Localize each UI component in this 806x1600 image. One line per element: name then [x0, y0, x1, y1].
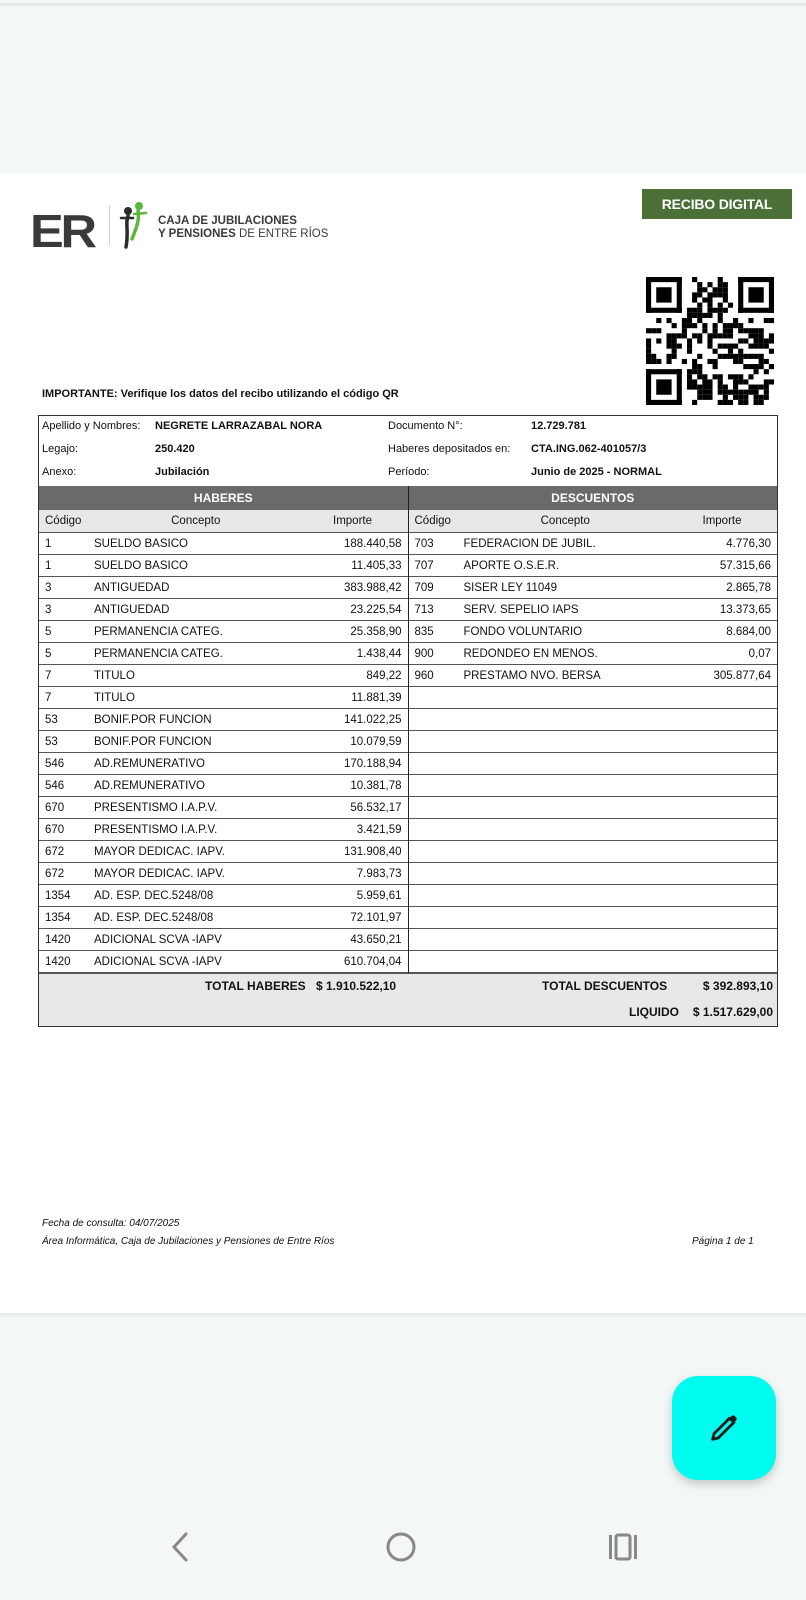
cell-concepto: PRESENTISMO I.A.P.V.: [94, 802, 218, 814]
name-value: NEGRETE LARRAZABAL NORA: [155, 420, 323, 432]
legajo-value: 250.420: [155, 443, 195, 455]
cell-codigo: 1354: [45, 912, 71, 924]
cell-importe: [667, 907, 777, 928]
cell-concepto: TITULO: [94, 692, 135, 704]
cell-importe: 383.988,42: [343, 582, 402, 594]
cell-importe: [667, 775, 777, 796]
cell-codigo: 703: [414, 538, 434, 550]
haberes-column-headers: [39, 510, 408, 533]
people-logo-icon: [117, 201, 149, 253]
cell-importe: 8.684,00: [726, 626, 771, 638]
cell-importe: [667, 819, 777, 840]
table-row: [39, 577, 408, 599]
cell-concepto: SUELDO BASICO: [94, 560, 188, 572]
cell-codigo: 546: [45, 780, 65, 792]
cell-codigo: [409, 951, 464, 972]
cell-concepto: [464, 929, 668, 950]
table-row: [39, 907, 408, 929]
cell-concepto: PERMANENCIA CATEG.: [94, 626, 223, 638]
cell-concepto: [464, 709, 668, 730]
cell-concepto: MAYOR DEDICAC. IAPV.: [94, 846, 226, 858]
table-row: [409, 753, 778, 775]
cell-importe: 849,22: [366, 670, 402, 682]
cell-codigo: 53: [45, 714, 58, 726]
haberes-table: [39, 510, 409, 973]
org-line1: CAJA DE JUBILACIONES: [158, 215, 297, 227]
cell-importe: 4.776,30: [726, 538, 771, 550]
totals-section: [39, 973, 777, 1026]
table-row: [409, 687, 778, 709]
cell-importe: 43.650,21: [350, 934, 402, 946]
table-row: [39, 709, 408, 731]
descuentos-header: DESCUENTOS: [551, 491, 635, 505]
cell-codigo: [409, 819, 464, 840]
table-row: [39, 555, 408, 577]
table-row: [409, 731, 778, 753]
cell-codigo: 1: [45, 560, 52, 572]
cell-codigo: 1: [45, 538, 52, 550]
total-descuentos-label: TOTAL DESCUENTOS: [542, 979, 668, 993]
cell-concepto: AD.REMUNERATIVO: [94, 758, 205, 770]
table-row: [39, 819, 408, 841]
liquido-value: $ 1.517.629,00: [692, 1005, 773, 1019]
org-name: [158, 215, 328, 241]
table-row: [39, 665, 408, 687]
cell-concepto: [464, 775, 668, 796]
edit-fab-button[interactable]: [672, 1376, 776, 1480]
table-row: [39, 863, 408, 885]
cell-codigo: [409, 929, 464, 950]
documento-value: 12.729.781: [531, 420, 587, 432]
cell-importe: [667, 841, 777, 862]
table-row: [39, 621, 408, 643]
cell-importe: 10.079,59: [350, 736, 402, 748]
cell-codigo: [409, 753, 464, 774]
table-row: [39, 841, 408, 863]
cell-importe: 57.315,66: [719, 560, 771, 572]
cell-importe: 56.532,17: [350, 802, 402, 814]
table-row: [39, 643, 408, 665]
haberes-header: HABERES: [39, 486, 409, 510]
status-bar-line: [0, 3, 806, 6]
cell-importe: 0,07: [748, 648, 771, 660]
anexo-label: Anexo:: [42, 466, 77, 478]
cell-importe: 3.421,59: [356, 824, 402, 836]
cell-codigo: 672: [45, 846, 65, 858]
cell-codigo: 713: [414, 604, 434, 616]
cell-importe: 131.908,40: [343, 846, 402, 858]
cell-importe: [667, 929, 777, 950]
cell-importe: [667, 731, 777, 752]
deposit-label: Haberes depositados en:: [388, 443, 511, 455]
cell-importe: [667, 753, 777, 774]
table-row: [409, 665, 778, 687]
cell-concepto: [464, 863, 668, 884]
cell-concepto: ADICIONAL SCVA -IAPV: [94, 934, 222, 946]
cell-codigo: 1420: [45, 934, 71, 946]
cell-importe: [667, 687, 777, 708]
cell-codigo: [409, 687, 464, 708]
cell-codigo: 1420: [45, 956, 71, 968]
periodo-label: Período:: [388, 466, 430, 478]
cell-importe: 305.877,64: [713, 670, 771, 682]
cell-concepto: ANTIGUEDAD: [94, 604, 170, 616]
org-line2-bold: Y PENSIONES: [158, 228, 236, 240]
cell-codigo: [409, 907, 464, 928]
cell-concepto: PRESENTISMO I.A.P.V.: [94, 824, 218, 836]
deposit-value: CTA.ING.062-401057/3: [531, 443, 647, 455]
cell-concepto: PRESTAMO NVO. BERSA: [463, 670, 601, 682]
cell-codigo: [409, 885, 464, 906]
table-row: [409, 643, 778, 665]
table-row: [409, 621, 778, 643]
pencil-icon: [707, 1411, 741, 1445]
table-row: [409, 797, 778, 819]
table-row: [409, 863, 778, 885]
cell-codigo: 546: [45, 758, 65, 770]
col-importe: Importe: [702, 515, 742, 527]
table-row: [409, 841, 778, 863]
cell-importe: 1.438,44: [356, 648, 402, 660]
table-row: [39, 599, 408, 621]
cell-concepto: [464, 753, 668, 774]
periodo-value: Junio de 2025 - NORMAL: [531, 466, 662, 478]
col-concepto: Concepto: [540, 515, 590, 527]
cell-importe: 11.881,39: [351, 692, 402, 704]
col-importe: Importe: [333, 515, 372, 527]
total-descuentos-value: $ 392.893,10: [702, 979, 773, 993]
cell-codigo: 672: [45, 868, 65, 880]
cell-concepto: TITULO: [94, 670, 135, 682]
cell-concepto: [464, 797, 668, 818]
documento-label: Documento N°:: [388, 420, 463, 432]
descuentos-table: [409, 510, 778, 973]
total-haberes-label: TOTAL HABERES: [205, 979, 306, 993]
cell-concepto: SERV. SEPELIO IAPS: [463, 604, 579, 616]
table-row: [409, 775, 778, 797]
col-codigo: Código: [414, 515, 451, 527]
cell-codigo: 53: [45, 736, 58, 748]
cell-importe: [667, 885, 777, 906]
table-row: [39, 951, 408, 973]
cell-concepto: [464, 841, 668, 862]
org-line2-rest: DE ENTRE RÍOS: [235, 228, 329, 240]
consult-date: Fecha de consulta: 04/07/2025: [42, 1218, 180, 1229]
cell-codigo: 7: [45, 670, 52, 682]
cell-concepto: [464, 731, 668, 752]
cell-codigo: 3: [45, 604, 52, 616]
cell-concepto: BONIF.POR FUNCION: [94, 714, 212, 726]
cell-importe: 141.022,25: [343, 714, 402, 726]
table-row: [39, 929, 408, 951]
cell-concepto: [464, 687, 668, 708]
table-row: [409, 555, 778, 577]
cell-concepto: FONDO VOLUNTARIO: [463, 626, 583, 638]
cell-codigo: 900: [414, 648, 434, 660]
descuentos-column-headers: [409, 510, 778, 533]
qr-code: [646, 277, 774, 405]
receipt-table: [38, 415, 778, 1027]
er-logo-text: ER: [30, 205, 94, 257]
cell-codigo: 709: [414, 582, 434, 594]
cell-codigo: [409, 863, 464, 884]
table-row: [409, 819, 778, 841]
cell-codigo: 1354: [45, 890, 71, 902]
cell-concepto: APORTE O.S.E.R.: [463, 560, 560, 572]
cell-codigo: 707: [414, 560, 434, 572]
cell-concepto: ADICIONAL SCVA -IAPV: [94, 956, 222, 968]
cell-concepto: SUELDO BASICO: [94, 538, 188, 550]
cell-concepto: AD. ESP. DEC.5248/08: [94, 912, 214, 924]
back-icon[interactable]: [168, 1530, 192, 1564]
cell-concepto: [464, 907, 668, 928]
cell-concepto: ANTIGUEDAD: [94, 582, 170, 594]
cell-codigo: 7: [45, 692, 52, 704]
home-icon[interactable]: [384, 1530, 418, 1564]
table-row: [409, 533, 778, 555]
cell-importe: 610.704,04: [343, 956, 402, 968]
table-row: [39, 731, 408, 753]
cell-codigo: [409, 731, 464, 752]
cell-importe: 7.983,73: [356, 868, 402, 880]
table-row: [409, 709, 778, 731]
cell-codigo: [409, 775, 464, 796]
recents-icon[interactable]: [606, 1530, 640, 1564]
cell-concepto: BONIF.POR FUNCION: [94, 736, 212, 748]
table-row: [409, 951, 778, 973]
cell-importe: 10.381,78: [350, 780, 402, 792]
cell-importe: 188.440,58: [343, 538, 402, 550]
employee-info: [39, 416, 777, 486]
col-codigo: Código: [45, 515, 82, 527]
cell-concepto: REDONDEO EN MENOS.: [463, 648, 598, 660]
cell-concepto: PERMANENCIA CATEG.: [94, 648, 223, 660]
legajo-label: Legajo:: [42, 443, 79, 455]
table-row: [39, 533, 408, 555]
logo-divider: [109, 205, 110, 245]
cell-codigo: 960: [414, 670, 434, 682]
cell-codigo: [409, 841, 464, 862]
table-row: [409, 907, 778, 929]
important-note: IMPORTANTE: Verifique los datos del recibo utilizando el código QR: [42, 388, 399, 400]
table-row: [409, 599, 778, 621]
table-row: [39, 797, 408, 819]
cell-importe: 2.865,78: [726, 582, 771, 594]
name-label: Apellido y Nombres:: [42, 420, 141, 432]
cell-importe: 5.959,61: [356, 890, 402, 902]
table-row: [409, 885, 778, 907]
total-haberes-value: $ 1.910.522,10: [316, 979, 397, 993]
cell-importe: 13.373,65: [719, 604, 771, 616]
table-row: [39, 753, 408, 775]
table-row: [39, 885, 408, 907]
cell-concepto: [464, 885, 668, 906]
cell-concepto: AD. ESP. DEC.5248/08: [94, 890, 214, 902]
cell-codigo: [409, 709, 464, 730]
cell-codigo: 670: [45, 802, 65, 814]
cell-importe: [667, 951, 777, 972]
cell-importe: 72.101,97: [350, 912, 402, 924]
cell-codigo: 3: [45, 582, 52, 594]
page-number: Página 1 de 1: [692, 1236, 754, 1247]
cell-importe: [667, 863, 777, 884]
cell-importe: [667, 709, 777, 730]
cell-codigo: [409, 797, 464, 818]
digital-receipt-badge: RECIBO DIGITAL: [642, 189, 792, 219]
cell-codigo: 835: [414, 626, 434, 638]
cell-concepto: FEDERACION DE JUBIL.: [463, 538, 596, 550]
cell-importe: 170.188,94: [343, 758, 402, 770]
cell-codigo: 670: [45, 824, 65, 836]
table-row: [39, 687, 408, 709]
cell-concepto: SISER LEY 11049: [463, 582, 558, 594]
cell-concepto: AD.REMUNERATIVO: [94, 780, 205, 792]
footer-area: Área Informática, Caja de Jubilaciones y Pensiones de Entre Ríos: [42, 1236, 335, 1247]
cell-concepto: [464, 819, 668, 840]
table-row: [409, 929, 778, 951]
cell-codigo: 5: [45, 626, 52, 638]
cell-codigo: 5: [45, 648, 52, 660]
cell-importe: [667, 797, 777, 818]
cell-concepto: MAYOR DEDICAC. IAPV.: [94, 868, 226, 880]
section-headers: [39, 486, 777, 510]
liquido-label: LIQUIDO: [629, 1005, 679, 1019]
cell-importe: 11.405,33: [351, 560, 402, 572]
table-row: [409, 577, 778, 599]
col-concepto: Concepto: [171, 515, 221, 527]
table-row: [39, 775, 408, 797]
cell-concepto: [464, 951, 668, 972]
receipt-page: [0, 173, 806, 1313]
cell-importe: 25.358,90: [350, 626, 402, 638]
cell-importe: 23.225,54: [350, 604, 402, 616]
anexo-value: Jubilación: [155, 466, 210, 478]
